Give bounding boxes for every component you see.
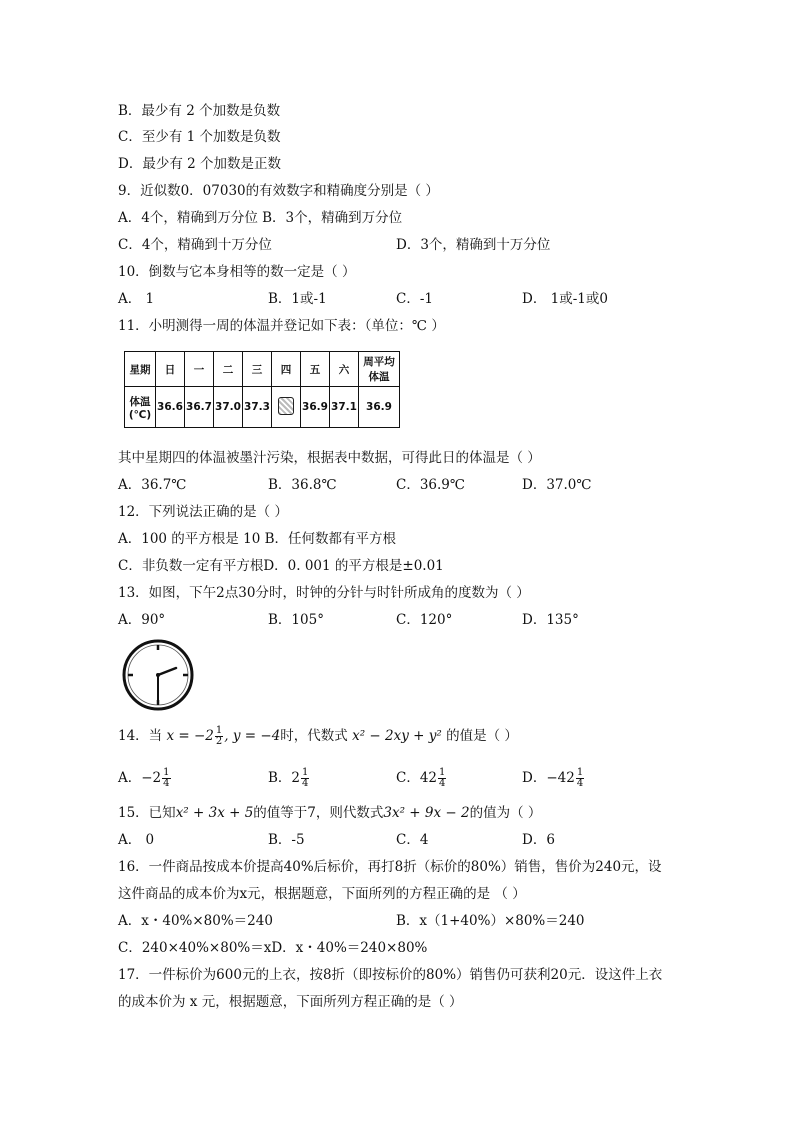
table-day: 六: [330, 352, 359, 387]
ink-stain-icon: [278, 397, 294, 415]
table-temperature-row: [125, 387, 400, 428]
table-temp: 37.3: [243, 387, 272, 428]
q14-option-c: [396, 768, 447, 789]
q14-option-d: [522, 768, 585, 789]
option-fraction: [301, 768, 309, 789]
q13-stem: 13．如图，下午2点30分时，时钟的分针与时针所成角的度数为（ ）: [118, 585, 530, 601]
q17-stem-line2: 的成本价为 x 元，根据题意，下面所列方程正确的是（ ）: [118, 994, 463, 1010]
q12-stem: 12．下列说法正确的是（ ）: [118, 504, 288, 520]
q14-option-b: [268, 768, 310, 789]
temperature-table: [124, 351, 400, 428]
table-day: 五: [301, 352, 330, 387]
q10-stem: 10．倒数与它本身相等的数一定是（ ）: [118, 264, 356, 280]
table-day: 三: [243, 352, 272, 387]
q10-option-a: A． 1: [118, 291, 155, 307]
q11-option-c: C．36.9℃: [396, 477, 465, 493]
table-day: 二: [214, 352, 243, 387]
table-temp: 36.9: [301, 387, 330, 428]
table-day: 一: [185, 352, 214, 387]
table-header-weekday: 星期: [125, 352, 156, 387]
table-day: 日: [156, 352, 185, 387]
table-header-row: [125, 352, 400, 387]
q15-text-3: 的值为（ ）: [469, 805, 542, 821]
table-row-label: [125, 387, 156, 428]
q13-option-d: D．135°: [522, 612, 579, 628]
q11-after-table: 其中星期四的体温被墨汁污染，根据表中数据，可得此日的体温是（ ）: [118, 450, 541, 466]
average-label-line2: 体温: [368, 371, 390, 383]
option-value: C．42: [396, 770, 438, 786]
fraction-denominator: 4: [163, 778, 170, 789]
average-label-line1: 周平均: [363, 356, 395, 368]
fraction-denominator: 4: [302, 778, 309, 789]
q14-expression: x² − 2xy + y²: [352, 728, 442, 744]
q10-option-c: C．-1: [396, 291, 433, 307]
fraction-numerator: 1: [163, 767, 170, 778]
table-temp: 36.6: [156, 387, 185, 428]
q14-y-value: , y = −4: [224, 728, 281, 744]
table-header-average: [359, 352, 400, 387]
q14-x-fraction: [215, 726, 223, 747]
clock-figure: [120, 637, 196, 713]
q10-option-d: D． 1或-1或0: [522, 291, 608, 307]
q15-option-b: B．-5: [268, 832, 305, 848]
q16-option-b: B．x（1+40%）×80%＝240: [396, 913, 585, 929]
q9-option-ab: A．4个，精确到万分位 B．3个，精确到万分位: [118, 210, 403, 226]
fraction-denominator: 2: [215, 736, 223, 747]
q13-option-b: B．105°: [268, 612, 324, 628]
q12-option-cd: C．非负数一定有平方根D．0. 001 的平方根是±0.01: [118, 558, 444, 574]
q16-option-a: A．x・40%×80%＝240: [118, 913, 273, 929]
table-average: 36.9: [359, 387, 400, 428]
q11-option-d: D．37.0℃: [522, 477, 592, 493]
q13-option-c: C．120°: [396, 612, 453, 628]
q15-expression-1: x² + 3x + 5: [175, 805, 254, 821]
q15-text-2: 的值等于7，则代数式: [253, 805, 384, 821]
row-label-line2: (℃): [128, 408, 152, 421]
option-fraction: [438, 768, 446, 789]
option-value: B．2: [268, 770, 301, 786]
q14-option-a: [118, 768, 172, 789]
q14-text-1: 14．当: [118, 728, 167, 744]
q8-option-d: D．最少有 2 个加数是正数: [118, 156, 281, 172]
table-temp: 37.0: [214, 387, 243, 428]
q16-stem-line2: 这件商品的成本价为x元，根据题意，下面所列的方程正确的是 （ ）: [118, 886, 526, 902]
fraction-numerator: 1: [215, 725, 223, 736]
q13-option-a: A．90°: [118, 612, 166, 628]
q15-expression-2: 3x² + 9x − 2: [383, 805, 470, 821]
q9-option-d: D．3个，精确到十万分位: [396, 237, 551, 253]
q10-option-b: B．1或-1: [268, 291, 327, 307]
q16-stem-line1: 16．一件商品按成本价提高40%后标价，再打8折（标价的80%）销售，售价为240元，设: [118, 859, 662, 875]
table-temp: 37.1: [330, 387, 359, 428]
q8-option-b: B．最少有 2 个加数是负数: [118, 103, 281, 119]
q15-option-d: D．6: [522, 832, 555, 848]
q11-stem: 11．小明测得一周的体温并登记如下表：（单位：℃ ）: [118, 318, 445, 334]
q9-option-c: C．4个，精确到十万分位: [118, 237, 272, 253]
q14-text-2: 时，代数式: [280, 728, 353, 744]
q15-stem: [118, 804, 541, 822]
q15-text-1: 15．已知: [118, 805, 176, 821]
fraction-numerator: 1: [439, 767, 446, 778]
q11-option-a: A．36.7℃: [118, 477, 187, 493]
option-value: A．−2: [118, 770, 162, 786]
q14-x-value: x = −2: [166, 728, 214, 744]
q17-stem-line1: 17．一件标价为600元的上衣，按8折（即按标价的80%）销售仍可获利20元．设这件上衣: [118, 967, 663, 983]
fraction-denominator: 4: [576, 778, 584, 789]
q15-option-a: A． 0: [118, 832, 155, 848]
q12-option-ab: A．100 的平方根是 10 B．任何数都有平方根: [118, 531, 396, 547]
option-fraction: [162, 768, 170, 789]
table-day: 四: [272, 352, 301, 387]
q16-option-cd: C．240×40%×80%＝xD．x・40%＝240×80%: [118, 940, 428, 956]
option-fraction: [576, 768, 584, 789]
clock-center: [156, 673, 160, 677]
option-value: D．−42: [522, 770, 575, 786]
fraction-numerator: 1: [576, 767, 584, 778]
table-temp: 36.7: [185, 387, 214, 428]
q14-stem: [118, 726, 518, 747]
row-label-line1: 体温: [129, 395, 151, 408]
q14-text-3: 的值是（ ）: [441, 728, 518, 744]
q11-option-b: B．36.8℃: [268, 477, 337, 493]
fraction-numerator: 1: [302, 767, 309, 778]
q9-stem: 9．近似数0．07030的有效数字和精确度分别是（ ）: [118, 183, 439, 199]
q15-option-c: C．4: [396, 832, 429, 848]
fraction-denominator: 4: [439, 778, 446, 789]
q8-option-c: C．至少有 1 个加数是负数: [118, 129, 281, 145]
table-temp-ink-stain: [272, 387, 301, 428]
